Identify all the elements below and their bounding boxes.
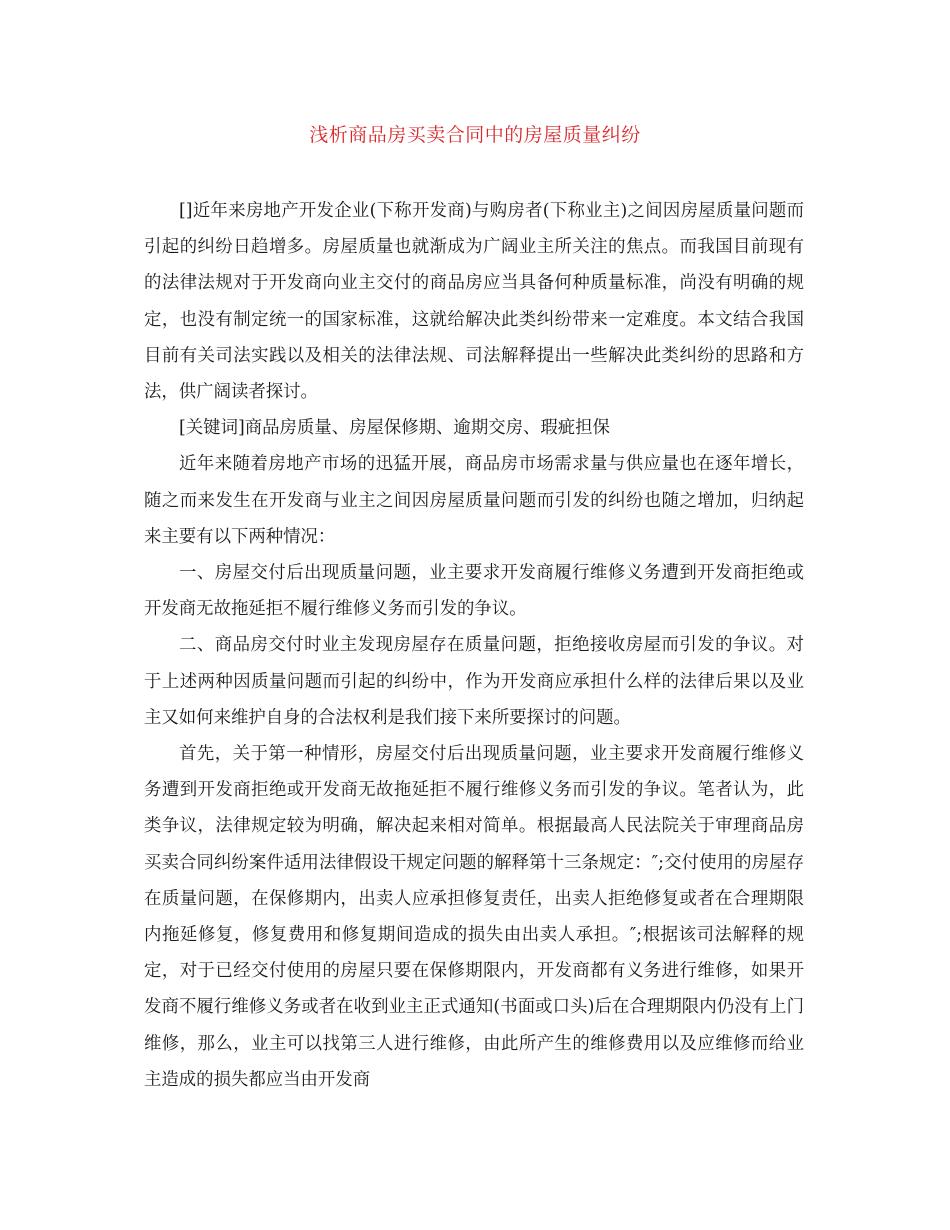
paragraph-case-two: 二、商品房交付时业主发现房屋存在质量问题，拒绝接收房屋而引发的争议。对于上述两种因质量问题而引起的纠纷中，作为开发商应承担什么样的法律后果以及业主又如何来维护自身的合法权利是我们接下来所要探讨的问题。	[144, 635, 804, 728]
paragraph-intro: 近年来随着房地产市场的迅猛开展，商品房市场需求量与供应量也在逐年增长，随之而来发生在开发商与业主之间因房屋质量问题而引发的纠纷也随之增加，归纳起来主要有以下两种情况：	[144, 454, 804, 547]
paragraph-keywords: [关键词]商品房质量、房屋保修期、逾期交房、瑕疵担保	[179, 418, 610, 439]
paragraph-case-one: 一、房屋交付后出现质量问题，业主要求开发商履行维修义务遭到开发商拒绝或开发商无故拖延拒不履行维修义务而引发的争议。	[144, 563, 804, 620]
paragraph-analysis-first: 首先，关于第一种情形，房屋交付后出现质量问题，业主要求开发商履行维修义务遭到开发商拒绝或开发商无故拖延拒不履行维修义务而引发的争议。笔者认为，此类争议，法律规定较为明确，解决起来相对简单。根据最高人民法院关于审理商品房买卖合同纠纷案件适用法律假设干规定问题的解释第十三条规定：″;交付使用的房屋存在质量问题，在保修期内，出卖人应承担修复责任，出卖人拒绝修复或者在合理期限内拖延修复，修复费用和修复期间造成的损失由出卖人承担。″;根据该司法解释的规定，对于已经交付使用的房屋只要在保修期限内，开发商都有义务进行维修，如果开发商不履行维修义务或者在收到业主正式通知(书面或口头)后在合理期限内仍没有上门维修，那么，业主可以找第三人进行维修，由此所产生的维修费用以及应维修而给业主造成的损失都应当由开发商	[144, 744, 804, 1090]
document-body	[144, 193, 804, 1098]
document-title: 浅析商品房买卖合同中的房屋质量纠纷	[309, 124, 641, 146]
paragraph-abstract: []近年来房地产开发企业(下称开发商)与购房者(下称业主)之间因房屋质量问题而引起的纠纷日趋增多。房屋质量也就渐成为广阔业主所关注的焦点。而我国目前现有的法律法规对于开发商向业主交付的商品房应当具备何种质量标准，尚没有明确的规定，也没有制定统一的国家标准，这就给解决此类纠纷带来一定难度。本文结合我国目前有关司法实践以及相关的法律法规、司法解释提出一些解决此类纠纷的思路和方法，供广阔读者探讨。	[144, 201, 804, 403]
